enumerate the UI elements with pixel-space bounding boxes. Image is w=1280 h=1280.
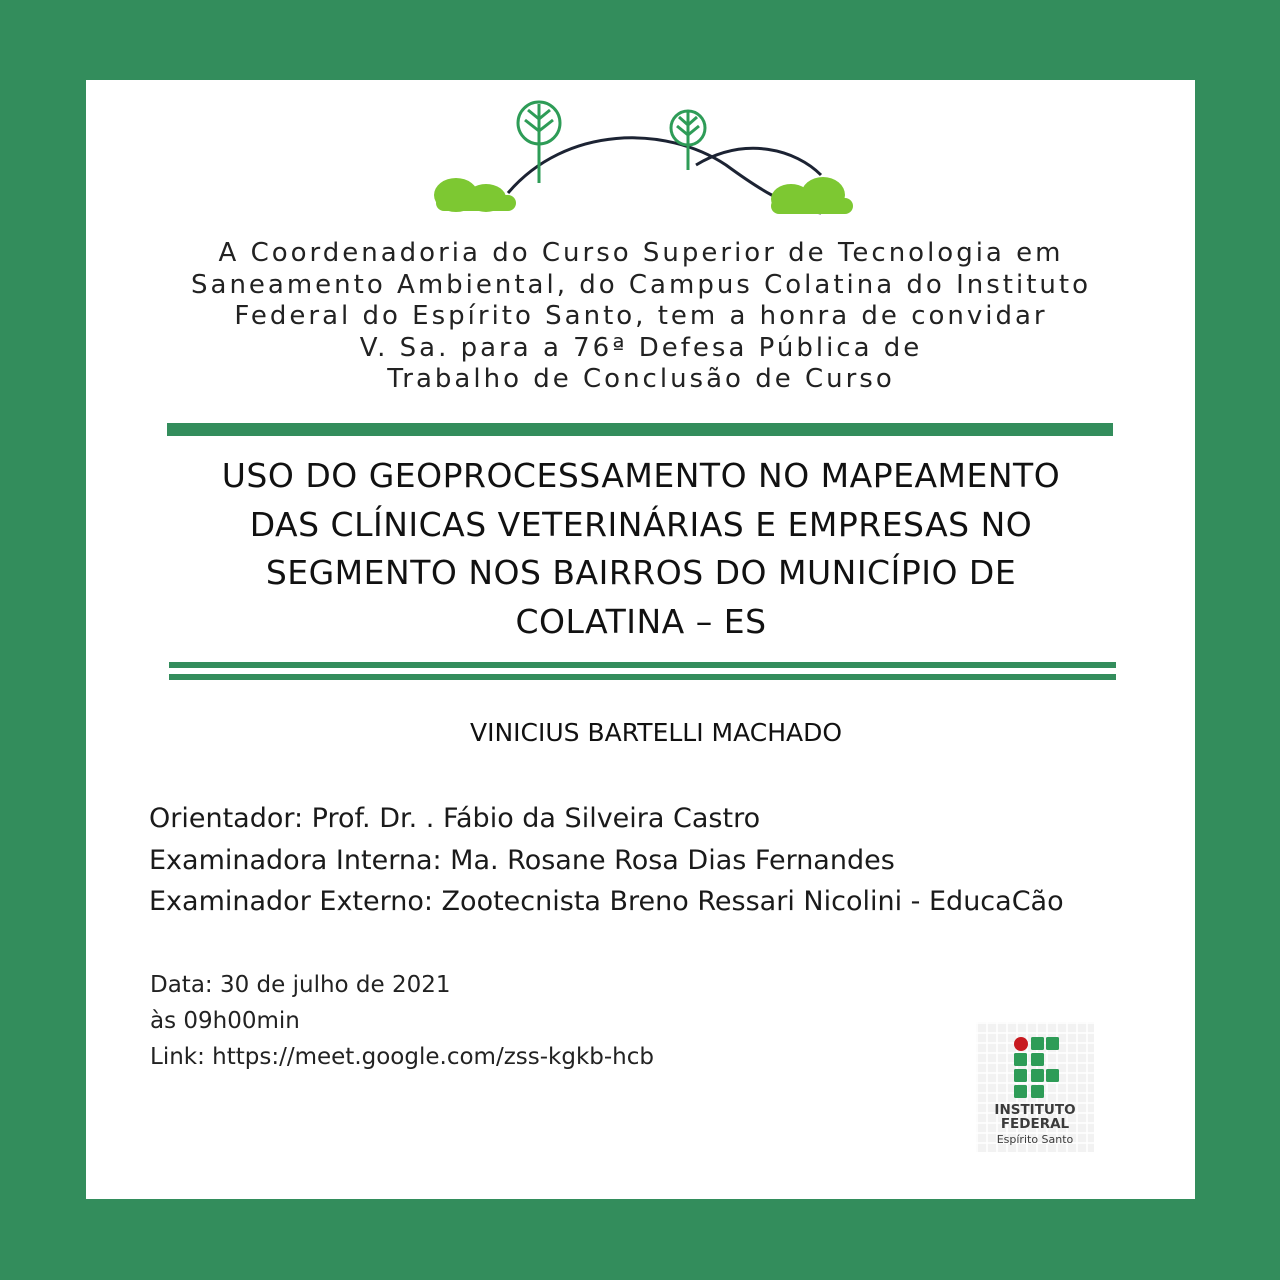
internal-examiner: Examinadora Interna: Ma. Rosane Rosa Dias Fernandes — [149, 844, 895, 876]
title-line: COLATINA – ES — [515, 601, 767, 641]
logo-text-campus: Espírito Santo — [996, 1133, 1074, 1146]
thesis-title — [146, 452, 1136, 646]
hills-with-trees-illustration — [426, 95, 856, 220]
divider-bottom-2 — [169, 674, 1116, 680]
title-line: USO DO GEOPROCESSAMENTO NO MAPEAMENTO — [221, 456, 1061, 495]
intro-line: Federal do Espírito Santo, tem a honra de convidar — [234, 301, 1048, 331]
if-mark-icon — [976, 1022, 1094, 1102]
event-details — [150, 967, 654, 1075]
bush-left-icon — [434, 178, 516, 212]
intro-line: A Coordenadoria do Curso Superior de Tecnologia em — [218, 238, 1064, 268]
intro-line: V. Sa. para a 76ª Defesa Pública de — [359, 332, 923, 363]
invitation-card — [86, 80, 1195, 1199]
bush-right-icon — [771, 177, 853, 214]
external-examiner: Examinador Externo: Zootecnista Breno Ressari Nicolini - EducaCão — [149, 886, 1064, 917]
event-time: às 09h00min — [150, 1008, 300, 1034]
advisor: Orientador: Prof. Dr. . Fábio da Silveira Castro — [149, 803, 761, 834]
invitation-intro — [126, 238, 1156, 396]
logo-text-instituto: INSTITUTO — [994, 1102, 1076, 1118]
examiners-list — [149, 798, 1064, 923]
tree-left-icon — [518, 102, 560, 183]
divider-bottom-1 — [169, 662, 1116, 668]
logo-text-federal: FEDERAL — [1000, 1116, 1070, 1132]
title-line: SEGMENTO NOS BAIRROS DO MUNICÍPIO DE — [265, 553, 1017, 592]
title-line: DAS CLÍNICAS VETERINÁRIAS E EMPRESAS NO — [249, 504, 1033, 544]
divider-top — [167, 423, 1113, 436]
intro-line: Saneamento Ambiental, do Campus Colatina do Instituto — [191, 269, 1091, 300]
event-date: Data: 30 de julho de 2021 — [150, 972, 451, 998]
instituto-federal-logo — [976, 1022, 1094, 1152]
intro-line: Trabalho de Conclusão de Curso — [387, 364, 895, 394]
meeting-link[interactable]: Link: https://meet.google.com/zss-kgkb-hcb — [150, 1044, 655, 1070]
student-name: VINICIUS BARTELLI MACHADO — [470, 718, 843, 747]
